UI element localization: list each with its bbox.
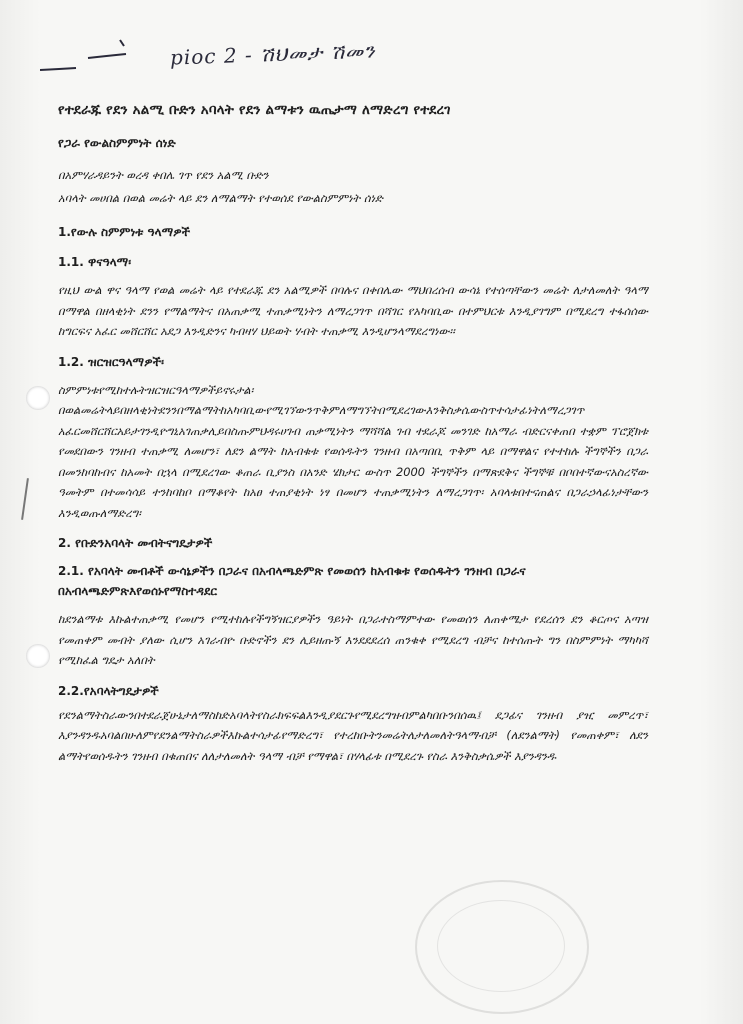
faded-stamp-inner — [437, 900, 565, 992]
intro-line-2: አባላት መሀበል በወል መሬት ላይ ደን ለማልማት የተወሰደ የውልስምምነት ሰነድ — [58, 190, 383, 205]
section-2-2-heading: 2.2.የአባላትግዴታዎች — [58, 683, 159, 698]
section-2-2-text: የደንልማትስራውንበተደራጀሁኔታለማስከድአባላትየስራክፍፍልእንዲያደርጉየሚደረግዝብምልካበቡንበሰዉ፤ ደጋፊና ገንዘብ ያዢ መምረጥ፣ እያንዳንዱአባልበሁለምየደንልማትስራዎችእኩልተሳታፊየማድረግ፣ የተረከቡትንመሬትለታለመለትዓላማብቻ (ለደንልማት) የመጠቀም፣ ለደን ልማትየወሰዱትን ገንዘብ በቁጠበና ለለታለመለት ዓላማ ብቻ የማዋል፣ በሃላፊቱ በሚደረጉ የስራ እንቅስቃሴዎች እያንዳንዱ — [58, 707, 648, 763]
section-1-heading: 1.የውሉ ስምምነቱ ዓላማዎች — [58, 225, 191, 239]
faded-stamp — [415, 880, 589, 1014]
intro-line-1: በአምሃራዳይንት ወረዳ ቀበሌ ገጥ የደን አልሚ ቡድን — [58, 168, 269, 182]
punch-hole — [26, 386, 50, 410]
document-title: የተደራጁ የደን አልሚ ቡድን አባላት የደን ልማቱን ዉጤታማ ለማድረግ የተደረገ — [58, 102, 451, 118]
document-subtitle: የጋራ የውልስምምነት ሰነድ — [58, 136, 176, 150]
section-1-1-text: የዚህ ውል ዋና ዓላማ የወል መሬት ላይ የተደራጁ ደን አልሚዎች በባሉና በቀበሌው ማህበረሰብ ውሳኔ የተሰጣቸውን መሬት ለታለመለት ዓላማ በማዋል በዘላቂነት ደንን የማልማትና በአጠቃሚ ተጠቃሚነትን ለማረጋገጥ በሻገር የአካባቢው በተምህርቱ እንዲያገግም በሚደረግ ተፋሰሰው ከግርፍና አፈር መሸርሸር አደጋ እንዲድንና ካብዛሃ ህይወት ሃብት ተጠቃሚ እንዲሆንላማደረግነው፡፡ — [58, 283, 648, 338]
section-2-heading: 2. የቡድንአባላት መብትናግዴታዎች — [58, 536, 213, 550]
handwritten-header — [40, 26, 560, 86]
section-2-1-text: ከደንልማቱ እኩልተጠቃሚ የመሆን የሚተከሉየችግኝዝርያዎችን ዓይነት በጋራተስማምተው የመወሰን ለጠቀሜታ የደረሰን ደን ቆርጦና አጣዝ የመጠቀም መብት ያለው ሲሆን አገራብዮ ቡድኖችን ደን ሊይዘጡኝ እንደደደረሰ ጠንቁቀ የሚደረግ ብቻና ከተሰጡት ግን በስምምነት ማካካሻ የሚከፈል ግዴታ አለበት — [58, 612, 648, 667]
handwritten-note: pioc 2 - ሽህመታ ሽመን — [169, 38, 376, 70]
section-1-2-heading: 1.2. ዝርዝርዓላማዎች፡ — [58, 354, 164, 369]
section-1-2-text: ስምምነቱየሚከተሉትዝርዝርዓላማዎችይኖሩታል፡ በወልመሬትላይበዘላቂነትደንንበማልማትከአካባቢውየሚገኘውንጥቅምለማግኘትበሚደረገውእንቅስቃሴውስጥተሳታፊነትለማረጋገጥ አፈርመሸርሸርአይታገንዲዮግኒአገጠቃሊይበስጡምህዳሩሀገብ ጠቃሚነትን ማሻሻል ገብ ተደራጆ መንገድ ከአማራ ብድርናቀጠበ ተቋም ፕሮጀክቱ የመደበውን ገንዘብ ተጠቃሚ ለመሆን፣ ለደን ልማት ከአብቁቱ የወሰዱትን ገንዘብ በአጣበቢ ጥቅም ላይ በማዋልና የተተከሉ ችግኞችን በጋራ በመንከባከብና ከአመት በኋላ በሚደረገው ቆጠራ ቢያንስ በአንድ ሄክታር ውስጥ 2000 ችግኞችን በማጽደቅና ችግኞቹ በቦበተኛውናአስረኛው ዓመትም በተመሳሳይ ተንከባከቦ በማቆየት ከአፀ ተጠያቂነት ነፃ በመሆን ተጠቃሚነትን ለማረጋገጥ፡ አባላቱበተናጠልና በጋራኃላፊነታቸውን እንዲወጡለማድረግ፡ — [58, 382, 648, 520]
section-2-1-heading: 2.1. የአባላት መብቶች ውሳኔዎችን በጋራና በአብላጫድምጽ የመወሰን ከአብቁቱ የወሰዱትን ገንዘብ በጋራና በአብላጫድምጽእየወሰኑየማስተዳደር — [58, 564, 526, 598]
document-body — [58, 100, 648, 766]
section-1-1-heading: 1.1. ዋናዓላማ፡ — [58, 255, 132, 269]
punch-hole — [26, 644, 50, 668]
pencil-mark — [21, 478, 29, 520]
